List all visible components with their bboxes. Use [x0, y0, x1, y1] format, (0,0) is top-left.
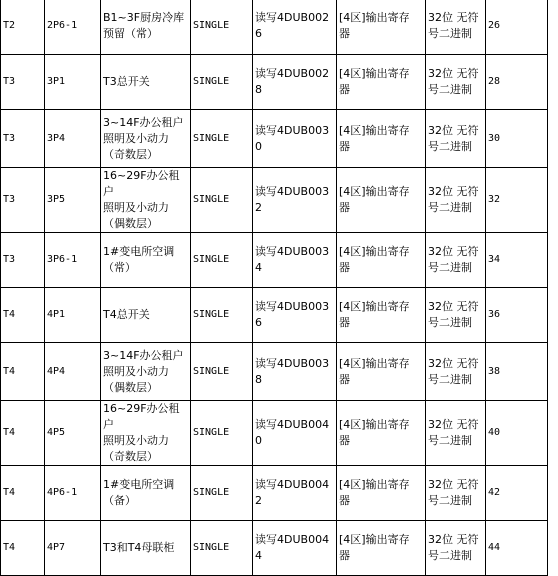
access-cell: 读写4DUB0028 — [253, 55, 337, 110]
address-cell: 26 — [486, 0, 548, 55]
address-cell: 38 — [486, 343, 548, 401]
table-row — [1, 0, 548, 55]
cabinet-cell: T4 — [1, 521, 45, 576]
table-row — [1, 466, 548, 521]
data-type-cell: 32位 无符 号二进制 — [426, 521, 486, 576]
mode-cell: SINGLE — [191, 466, 253, 521]
mode-cell: SINGLE — [191, 288, 253, 343]
table-row — [1, 521, 548, 576]
table-row — [1, 288, 548, 343]
address-cell: 44 — [486, 521, 548, 576]
address-cell: 42 — [486, 466, 548, 521]
register-area-cell: [4区]输出寄存 器 — [337, 0, 426, 55]
code-cell: 4P6-1 — [45, 466, 101, 521]
cabinet-cell: T4 — [1, 343, 45, 401]
code-cell: 4P1 — [45, 288, 101, 343]
mode-cell: SINGLE — [191, 168, 253, 233]
data-type-cell: 32位 无符 号二进制 — [426, 343, 486, 401]
access-cell: 读写4DUB0044 — [253, 521, 337, 576]
description-cell: 3~14F办公租户 照明及小动力 （奇数层） — [101, 110, 191, 168]
description-cell: T3和T4母联柜 — [101, 521, 191, 576]
data-type-cell: 32位 无符 号二进制 — [426, 401, 486, 466]
access-cell: 读写4DUB0034 — [253, 233, 337, 288]
cabinet-cell: T4 — [1, 288, 45, 343]
code-cell: 3P1 — [45, 55, 101, 110]
access-cell: 读写4DUB0026 — [253, 0, 337, 55]
data-type-cell: 32位 无符 号二进制 — [426, 466, 486, 521]
description-cell: B1~3F厨房冷库 预留（常） — [101, 0, 191, 55]
mode-cell: SINGLE — [191, 401, 253, 466]
code-cell: 4P4 — [45, 343, 101, 401]
code-cell: 3P4 — [45, 110, 101, 168]
table-body — [1, 0, 548, 576]
data-type-cell: 32位 无符 号二进制 — [426, 233, 486, 288]
table-row — [1, 55, 548, 110]
address-cell: 36 — [486, 288, 548, 343]
description-cell: T4总开关 — [101, 288, 191, 343]
mode-cell: SINGLE — [191, 233, 253, 288]
data-type-cell: 32位 无符 号二进制 — [426, 110, 486, 168]
register-area-cell: [4区]输出寄存 器 — [337, 466, 426, 521]
data-type-cell: 32位 无符 号二进制 — [426, 288, 486, 343]
table-row — [1, 233, 548, 288]
cabinet-cell: T3 — [1, 168, 45, 233]
address-cell: 32 — [486, 168, 548, 233]
access-cell: 读写4DUB0036 — [253, 288, 337, 343]
mode-cell: SINGLE — [191, 343, 253, 401]
register-area-cell: [4区]输出寄存 器 — [337, 110, 426, 168]
cabinet-cell: T3 — [1, 110, 45, 168]
mode-cell: SINGLE — [191, 0, 253, 55]
access-cell: 读写4DUB0030 — [253, 110, 337, 168]
access-cell: 读写4DUB0032 — [253, 168, 337, 233]
register-area-cell: [4区]输出寄存 器 — [337, 343, 426, 401]
address-cell: 40 — [486, 401, 548, 466]
data-type-cell: 32位 无符 号二进制 — [426, 0, 486, 55]
description-cell: 1#变电所空调 （常） — [101, 233, 191, 288]
table-row — [1, 110, 548, 168]
access-cell: 读写4DUB0038 — [253, 343, 337, 401]
mode-cell: SINGLE — [191, 110, 253, 168]
access-cell: 读写4DUB0040 — [253, 401, 337, 466]
cabinet-cell: T3 — [1, 55, 45, 110]
access-cell: 读写4DUB0042 — [253, 466, 337, 521]
code-cell: 2P6-1 — [45, 0, 101, 55]
address-cell: 28 — [486, 55, 548, 110]
data-type-cell: 32位 无符 号二进制 — [426, 55, 486, 110]
description-cell: 16~29F办公租户 照明及小动力 （偶数层） — [101, 168, 191, 233]
register-area-cell: [4区]输出寄存 器 — [337, 233, 426, 288]
code-cell: 3P5 — [45, 168, 101, 233]
mode-cell: SINGLE — [191, 55, 253, 110]
cabinet-cell: T4 — [1, 401, 45, 466]
code-cell: 4P5 — [45, 401, 101, 466]
code-cell: 3P6-1 — [45, 233, 101, 288]
address-cell: 30 — [486, 110, 548, 168]
description-cell: 1#变电所空调 （备） — [101, 466, 191, 521]
cabinet-cell: T2 — [1, 0, 45, 55]
code-cell: 4P7 — [45, 521, 101, 576]
description-cell: 16~29F办公租户 照明及小动力 （奇数层） — [101, 401, 191, 466]
description-cell: T3总开关 — [101, 55, 191, 110]
cabinet-cell: T3 — [1, 233, 45, 288]
register-area-cell: [4区]输出寄存 器 — [337, 168, 426, 233]
table-row — [1, 168, 548, 233]
register-area-cell: [4区]输出寄存 器 — [337, 55, 426, 110]
register-area-cell: [4区]输出寄存 器 — [337, 288, 426, 343]
table-row — [1, 343, 548, 401]
description-cell: 3~14F办公租户 照明及小动力 （偶数层） — [101, 343, 191, 401]
table-row — [1, 401, 548, 466]
cabinet-cell: T4 — [1, 466, 45, 521]
mode-cell: SINGLE — [191, 521, 253, 576]
address-cell: 34 — [486, 233, 548, 288]
register-area-cell: [4区]输出寄存 器 — [337, 401, 426, 466]
data-type-cell: 32位 无符 号二进制 — [426, 168, 486, 233]
register-area-cell: [4区]输出寄存 器 — [337, 521, 426, 576]
